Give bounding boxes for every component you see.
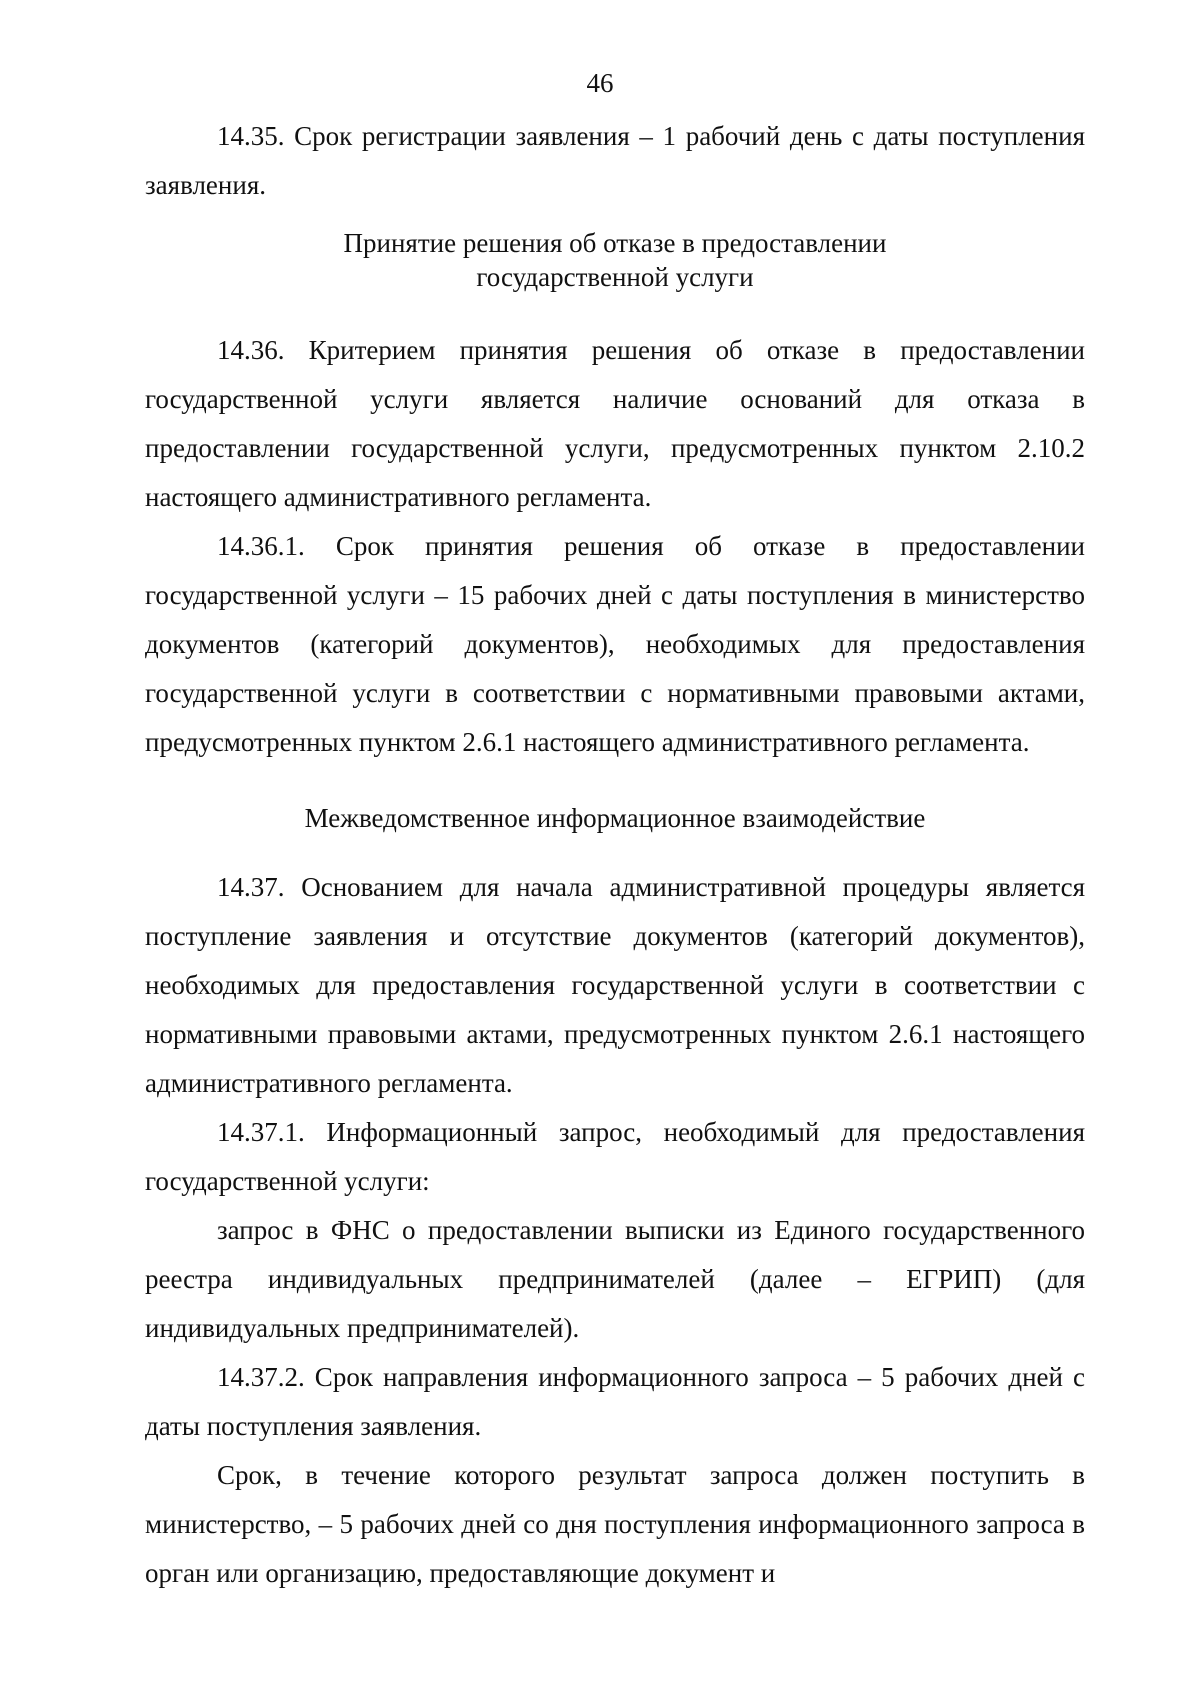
paragraph-14-36-1: 14.36.1. Срок принятия решения об отказе в предоставлении государственной услуги – 15 рабочих дней с даты поступления в министерство документов (категорий документов), необходимых для предоставления государственной услуги в соответствии с нормативными правовыми актами, предусмотренных пунктом 2.6.1 настоящего административного регламента. bbox=[145, 531, 1085, 757]
paragraph-request-fns: запрос в ФНС о предоставлении выписки из Единого государственного реестра индивидуальных предпринимателей (далее – ЕГРИП) (для индивидуальных предпринимателей). bbox=[145, 1215, 1085, 1343]
paragraph-14-37-1: 14.37.1. Информационный запрос, необходимый для предоставления государственной услуги: bbox=[145, 1117, 1085, 1196]
paragraph-14-37: 14.37. Основанием для начала административной процедуры является поступление заявления и отсутствие документов (категорий документов), необходимых для предоставления государственной услуги в соответствии с нормативными правовыми актами, предусмотренных пунктом 2.6.1 настоящего административного регламента. bbox=[145, 872, 1085, 1098]
paragraph-14-36: 14.36. Критерием принятия решения об отказе в предоставлении государственной услуги является наличие оснований для отказа в предоставлении государственной услуги, предусмотренных пунктом 2.10.2 настоящего административного регламента. bbox=[145, 335, 1085, 512]
paragraph-14-35: 14.35. Срок регистрации заявления – 1 рабочий день с даты поступления заявления. bbox=[145, 121, 1085, 200]
paragraph-14-37-2: 14.37.2. Срок направления информационного запроса – 5 рабочих дней с даты поступления заявления. bbox=[145, 1362, 1085, 1441]
page-number: 46 bbox=[586, 68, 614, 98]
section-heading-refusal-line-2: государственной услуги bbox=[476, 262, 754, 292]
section-heading-refusal bbox=[145, 226, 1085, 294]
section-heading-refusal-line-1: Принятие решения об отказе в предоставлении bbox=[343, 228, 887, 258]
document-body bbox=[145, 112, 1085, 1598]
paragraph-response-term: Срок, в течение которого результат запроса должен поступить в министерство, – 5 рабочих дней со дня поступления информационного запроса в орган или организацию, предоставляющие документ и bbox=[145, 1460, 1085, 1588]
section-heading-interagency: Межведомственное информационное взаимодействие bbox=[304, 803, 926, 833]
